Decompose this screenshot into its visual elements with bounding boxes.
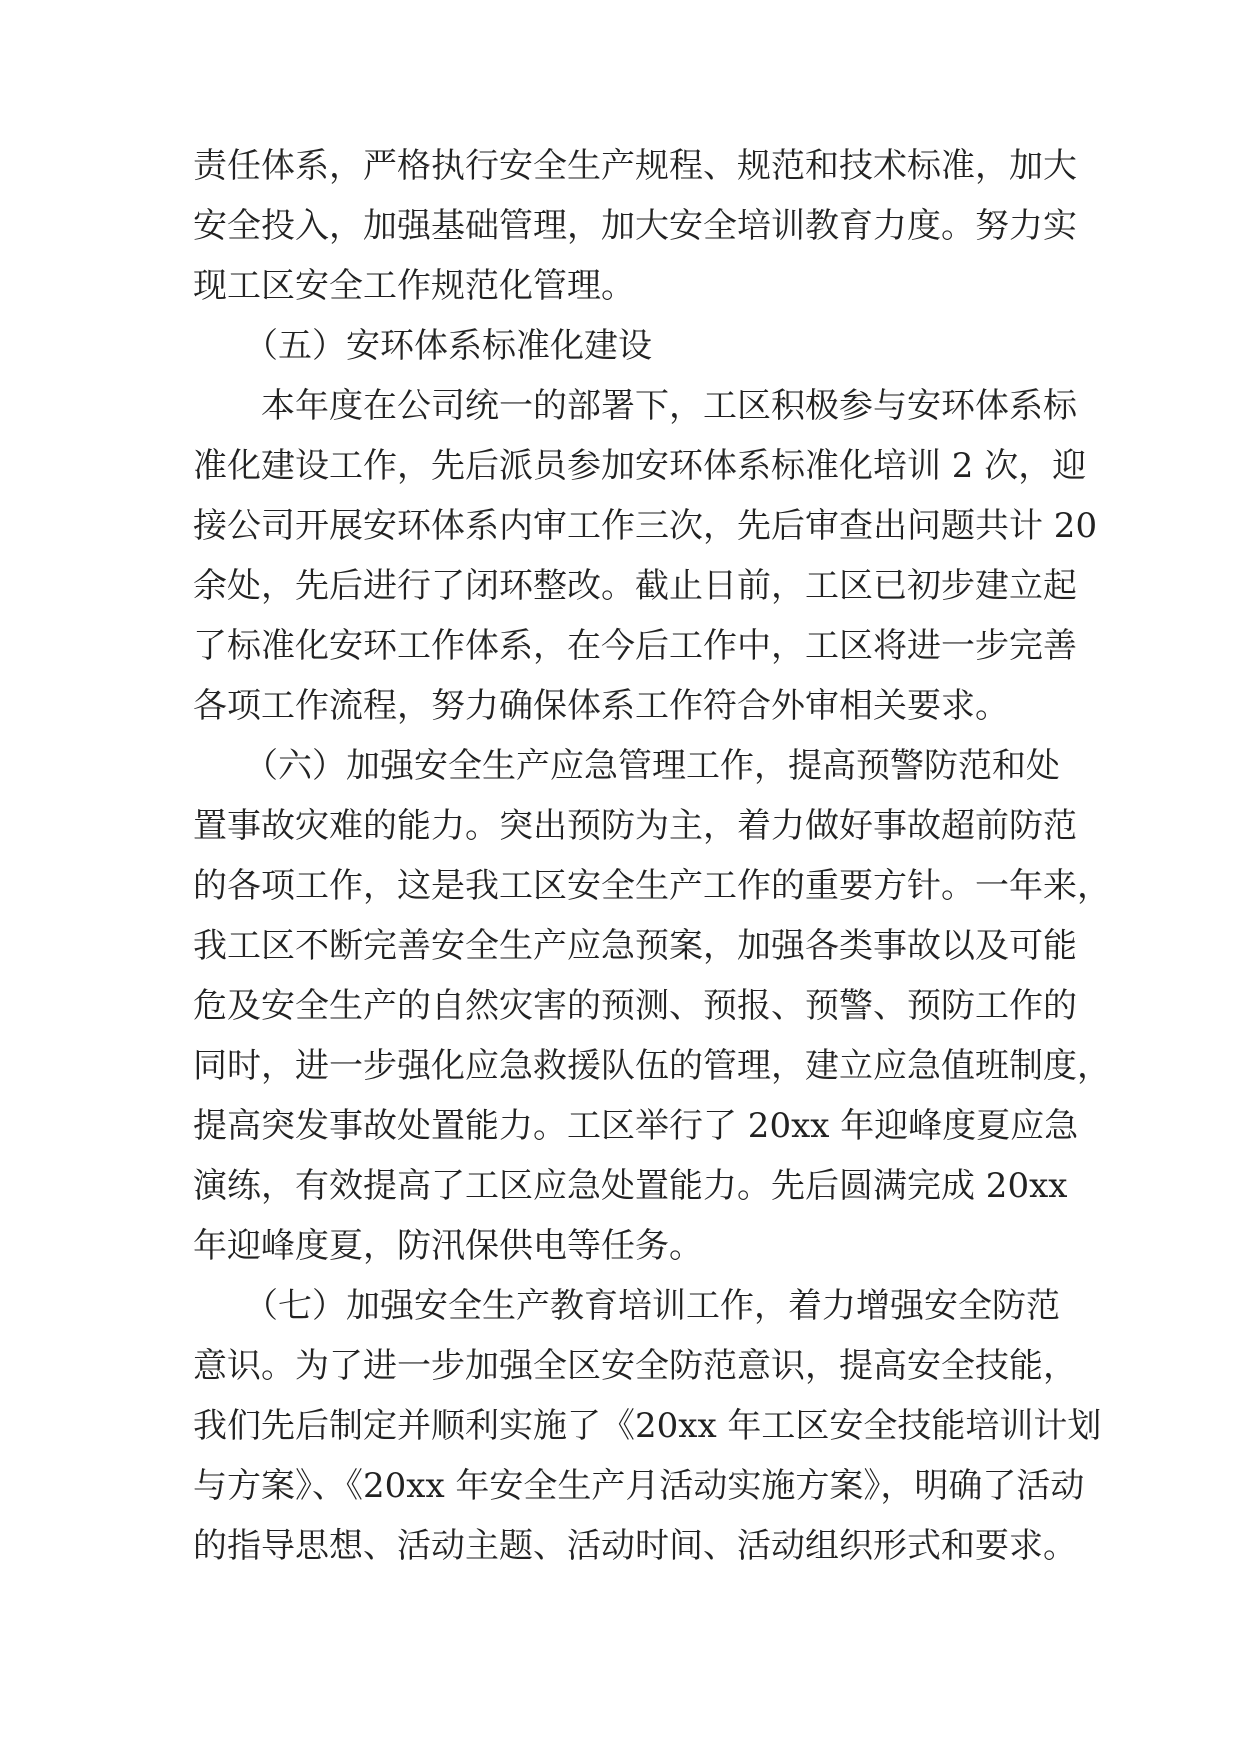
text-line: 安全投入，加强基础管理，加大安全培训教育力度。努力实: [193, 206, 1077, 246]
text-line: 现工区安全工作规范化管理。: [193, 266, 635, 306]
text-line: 演练，有效提高了工区应急处置能力。先后圆满完成 20xx: [193, 1166, 1068, 1206]
text-line: 了标准化安环工作体系，在今后工作中，工区将进一步完善: [193, 626, 1077, 666]
text-line: 年迎峰度夏，防汛保供电等任务。: [193, 1226, 703, 1266]
text-line: 的指导思想、活动主题、活动时间、活动组织形式和要求。: [193, 1526, 1077, 1566]
section-heading: （五）安环体系标准化建设: [193, 326, 652, 366]
text-line: 余处，先后进行了闭环整改。截止日前，工区已初步建立起: [193, 566, 1077, 606]
section-heading: （七）加强安全生产教育培训工作，着力增强安全防范: [193, 1286, 1060, 1326]
text-line: 与方案》、《20xx 年安全生产月活动实施方案》，明确了活动: [193, 1466, 1085, 1506]
text-line: 各项工作流程，努力确保体系工作符合外审相关要求。: [193, 686, 1009, 726]
text-line: 我工区不断完善安全生产应急预案，加强各类事故以及可能: [193, 926, 1077, 966]
text-line: 置事故灾难的能力。突出预防为主，着力做好事故超前防范: [193, 806, 1077, 846]
text-line: 准化建设工作，先后派员参加安环体系标准化培训 2 次，迎: [193, 446, 1087, 486]
text-line: 意识。为了进一步加强全区安全防范意识，提高安全技能，: [193, 1346, 1077, 1386]
text-line: 的各项工作，这是我工区安全生产工作的重要方针。一年来，: [193, 866, 1111, 906]
section-heading: （六）加强安全生产应急管理工作，提高预警防范和处: [193, 746, 1060, 786]
text-line: 接公司开展安环体系内审工作三次，先后审查出问题共计 20: [193, 506, 1098, 546]
text-line: 危及安全生产的自然灾害的预测、预报、预警、预防工作的: [193, 986, 1077, 1026]
text-line: 我们先后制定并顺利实施了《20xx 年工区安全技能培训计划: [193, 1406, 1102, 1446]
text-line: 本年度在公司统一的部署下，工区积极参与安环体系标: [193, 386, 1077, 426]
text-line: 提高突发事故处置能力。工区举行了 20xx 年迎峰度夏应急: [193, 1106, 1079, 1146]
text-line: 同时，进一步强化应急救援队伍的管理，建立应急值班制度，: [193, 1046, 1111, 1086]
text-line: 责任体系，严格执行安全生产规程、规范和技术标准，加大: [193, 146, 1077, 186]
